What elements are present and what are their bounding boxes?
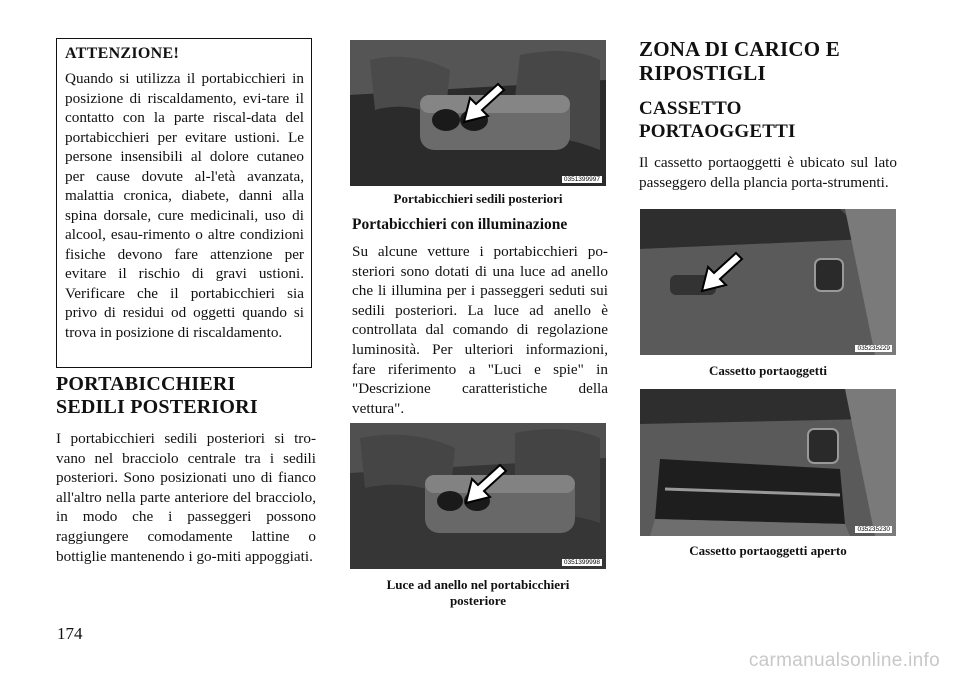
- rear-seat-armrest-image: [350, 40, 606, 186]
- subsection-illumination: [352, 216, 608, 418]
- photo-rear-cupholders: [350, 40, 606, 186]
- figure-caption: Cassetto portaoggetti: [708, 363, 828, 378]
- photo-glovebox-open: [640, 389, 896, 536]
- glovebox-open-image: [640, 389, 896, 536]
- figure-caption: Cassetto portaoggetti aperto: [689, 543, 847, 558]
- image-code: 0351399997: [563, 176, 600, 183]
- photo-ring-light: [350, 423, 606, 569]
- warning-title: ATTENZIONE!: [65, 45, 180, 62]
- subsection-heading: Portabicchieri con illuminazione: [352, 216, 568, 233]
- subsection-text: Su alcune vetture i portabicchieri po-steriori sono dotati di una luce ad anello che li illumina per i passeggeri seduti sui sedili posteriori. La luce ad anello è controllata dal comando di regolazione luminosità. Per ulteriori informazioni, fare riferimento a "Luci e spie" in "Descrizione caratteristiche della vettura".: [352, 243, 608, 417]
- section-heading: ZONA DI CARICO E RIPOSTIGLI: [639, 37, 840, 85]
- caption-line-2: posteriore: [449, 593, 507, 608]
- photo-glovebox: [640, 209, 896, 355]
- page-number: 174: [57, 624, 83, 643]
- section-text: I portabicchieri sedili posteriori si tro-vano nel bracciolo centrale tra i sedili posteriori. Sono posizionati uno di fianco all'altro nella parte anteriore del bracciolo, in modo che i passeggeri possono raggiungere comodamente lattine o bottiglie mantenendo i go-miti appoggiati.: [56, 430, 316, 565]
- figure-caption: Portabicchieri sedili posteriori: [393, 191, 563, 206]
- subsection-heading: CASSETTO PORTAOGGETTI: [639, 98, 796, 142]
- ring-light-cupholder-image: [350, 423, 606, 569]
- caption-line-1: Luce ad anello nel portabicchieri: [386, 577, 570, 592]
- image-code: 0351399998: [563, 559, 600, 566]
- image-code: 035235229: [857, 345, 890, 352]
- section-text: Il cassetto portaoggetti è ubicato sul lato passeggero della plancia porta-strumenti.: [639, 154, 897, 191]
- section-rear-cupholders: [56, 373, 318, 566]
- warning-box: [56, 38, 312, 368]
- warning-text: Quando si utilizza il portabicchieri in posizione di riscaldamento, evi-tare il contatto con la parte riscal-data del portabicchieri per evitare ustioni. Le persone insensibili al dolore cutaneo per cause dovute al-l'età avanzata, malattia cronica, diabete, danni alla spina dorsale, cure medicinali, uso di alcool, esau-rimento o altre condizioni fisiche devono fare attenzione per evitare il rischio di gravi ustioni. Verificare che il portabicchieri sia privo di residui od oggetti quando si trova in posizione di riscaldamento.: [65, 70, 304, 341]
- glovebox-closed-image: [640, 209, 896, 355]
- section-cargo: [639, 37, 901, 192]
- section-heading: PORTABICCHIERI SEDILI POSTERIORI: [56, 373, 258, 418]
- watermark: carmanualsonline.info: [748, 650, 940, 671]
- figure-caption: [350, 577, 606, 609]
- image-code: 035235230: [857, 526, 890, 533]
